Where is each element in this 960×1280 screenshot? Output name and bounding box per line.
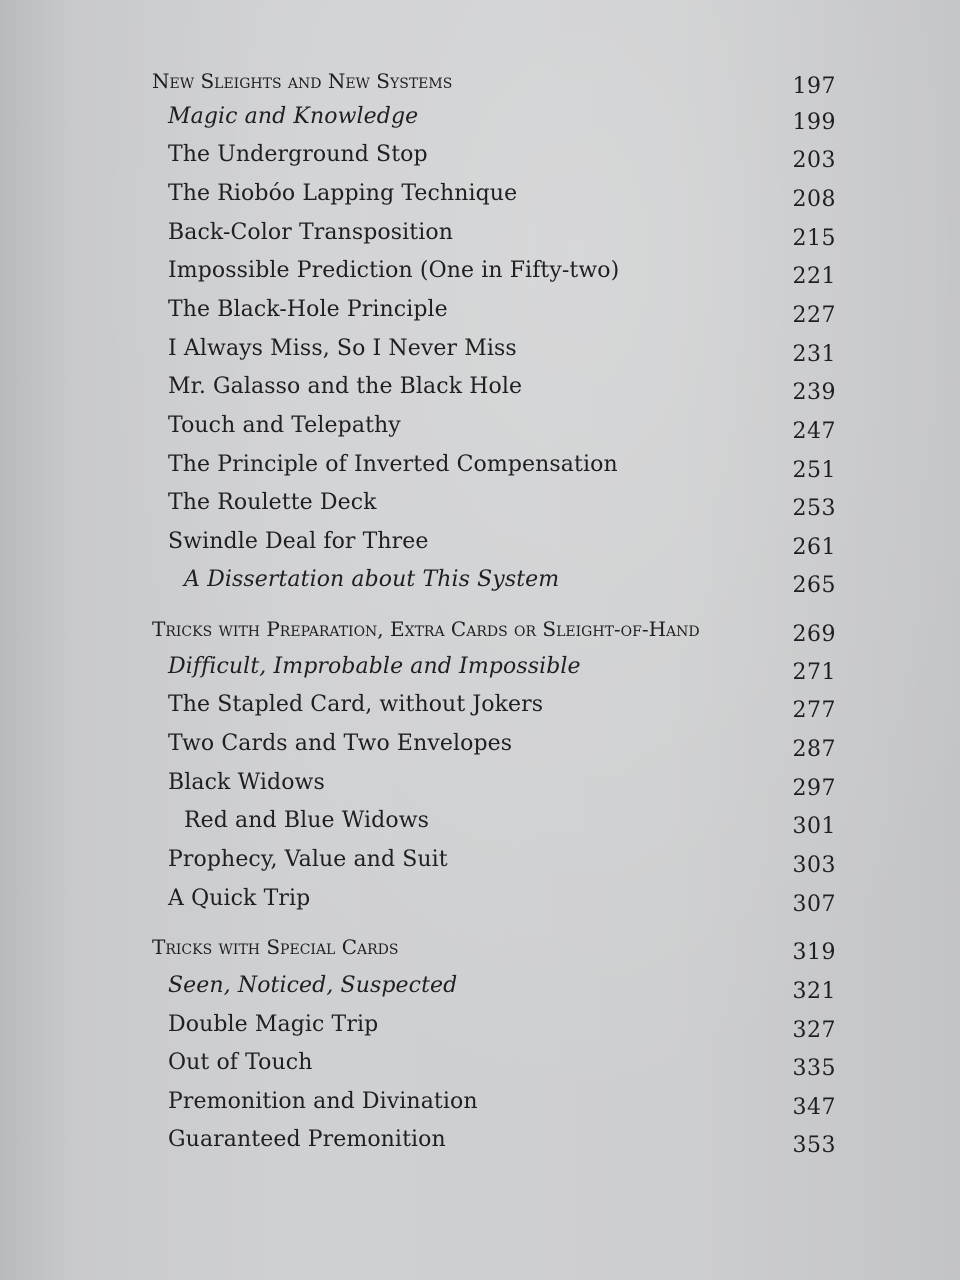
toc-entry <box>0 372 960 408</box>
toc-entry-title: The Underground Stop <box>168 142 428 167</box>
toc-entry-title: Difficult, Improbable and Impossible <box>168 654 581 679</box>
toc-page-number: 199 <box>792 110 836 135</box>
toc-section-heading <box>0 932 960 968</box>
toc-page-number: 253 <box>792 496 836 521</box>
toc-page-number: 303 <box>792 853 836 878</box>
toc-entry-title: I Always Miss, So I Never Miss <box>168 336 517 361</box>
toc-section-heading <box>0 66 960 102</box>
toc-page-number: 301 <box>792 814 836 839</box>
toc-page-number: 321 <box>792 979 836 1004</box>
toc-entry <box>0 256 960 292</box>
toc-page-number: 335 <box>792 1056 836 1081</box>
toc-page-number: 227 <box>792 303 836 328</box>
toc-entry <box>0 565 960 601</box>
toc-entry-title: Touch and Telepathy <box>168 413 401 438</box>
toc-entry-title: A Dissertation about This System <box>184 567 560 592</box>
toc-page-number: 197 <box>792 74 836 99</box>
toc-page-number: 277 <box>792 698 836 723</box>
toc-page-number: 307 <box>792 892 836 917</box>
toc-entry <box>0 218 960 254</box>
toc-page-number: 251 <box>792 458 836 483</box>
toc-entry <box>0 488 960 524</box>
toc-page-number: 287 <box>792 737 836 762</box>
toc-page-number: 261 <box>792 535 836 560</box>
toc-entry-title: Impossible Prediction (One in Fifty-two) <box>168 258 620 283</box>
toc-entry <box>0 652 960 688</box>
toc-page-number: 327 <box>792 1018 836 1043</box>
toc-entry <box>0 411 960 447</box>
toc-entry-title: New Sleights and New Systems <box>152 69 453 93</box>
toc-page-number: 203 <box>792 148 836 173</box>
toc-page-number: 347 <box>792 1095 836 1120</box>
toc-page-number: 271 <box>792 660 836 685</box>
toc-entry-title: Prophecy, Value and Suit <box>168 847 448 872</box>
toc-page-number: 353 <box>792 1133 836 1158</box>
toc-page-number: 231 <box>792 342 836 367</box>
toc-entry-title: The Black-Hole Principle <box>168 297 448 322</box>
toc-entry <box>0 1010 960 1046</box>
toc-page-number: 208 <box>792 187 836 212</box>
toc-entry-title: Premonition and Divination <box>168 1089 478 1114</box>
toc-entry-title: Seen, Noticed, Suspected <box>168 973 458 998</box>
toc-entry <box>0 690 960 726</box>
toc-page-number: 239 <box>792 380 836 405</box>
toc-entry-title: Back-Color Transposition <box>168 220 453 245</box>
toc-entry-title: Swindle Deal for Three <box>168 529 429 554</box>
toc-entry-title: Mr. Galasso and the Black Hole <box>168 374 523 399</box>
toc-entry <box>0 806 960 842</box>
toc-entry-title: Tricks with Preparation, Extra Cards or Sleight-of-Hand <box>152 617 700 641</box>
toc-entry <box>0 140 960 176</box>
toc-entry <box>0 845 960 881</box>
toc-page-number: 215 <box>792 226 836 251</box>
toc-entry-title: Out of Touch <box>168 1050 313 1075</box>
toc-page-number: 221 <box>792 264 836 289</box>
toc-entry <box>0 1125 960 1161</box>
toc-entry <box>0 179 960 215</box>
toc-page-number: 319 <box>792 940 836 965</box>
toc-entry-title: The Stapled Card, without Jokers <box>168 692 544 717</box>
toc-entry-title: Guaranteed Premonition <box>168 1127 446 1152</box>
toc-entry-title: The Roulette Deck <box>168 490 377 515</box>
toc-entry-title: Red and Blue Widows <box>184 808 430 833</box>
toc-entry <box>0 971 960 1007</box>
toc-entry-title: Double Magic Trip <box>168 1012 379 1037</box>
toc-entry <box>0 295 960 331</box>
toc-entry-title: The Principle of Inverted Compensation <box>168 452 618 477</box>
toc-page-number: 247 <box>792 419 836 444</box>
toc-page-number: 297 <box>792 776 836 801</box>
toc-entry <box>0 729 960 765</box>
toc-entry-title: Magic and Knowledge <box>168 104 419 129</box>
toc-entry-title: The Riobóo Lapping Technique <box>168 181 518 206</box>
toc-entry <box>0 527 960 563</box>
toc-entry <box>0 1087 960 1123</box>
toc-entry-title: Tricks with Special Cards <box>152 935 399 959</box>
toc-entry <box>0 884 960 920</box>
toc-entry <box>0 768 960 804</box>
toc-entry-title: A Quick Trip <box>168 886 311 911</box>
toc-entry <box>0 102 960 138</box>
toc-entry <box>0 334 960 370</box>
toc-entry-title: Two Cards and Two Envelopes <box>168 731 513 756</box>
toc-page-number: 269 <box>792 622 836 647</box>
toc-entry <box>0 1048 960 1084</box>
toc-entry-title: Black Widows <box>168 770 325 795</box>
toc-page-number: 265 <box>792 573 836 598</box>
toc-section-heading <box>0 614 960 650</box>
toc-entry <box>0 450 960 486</box>
